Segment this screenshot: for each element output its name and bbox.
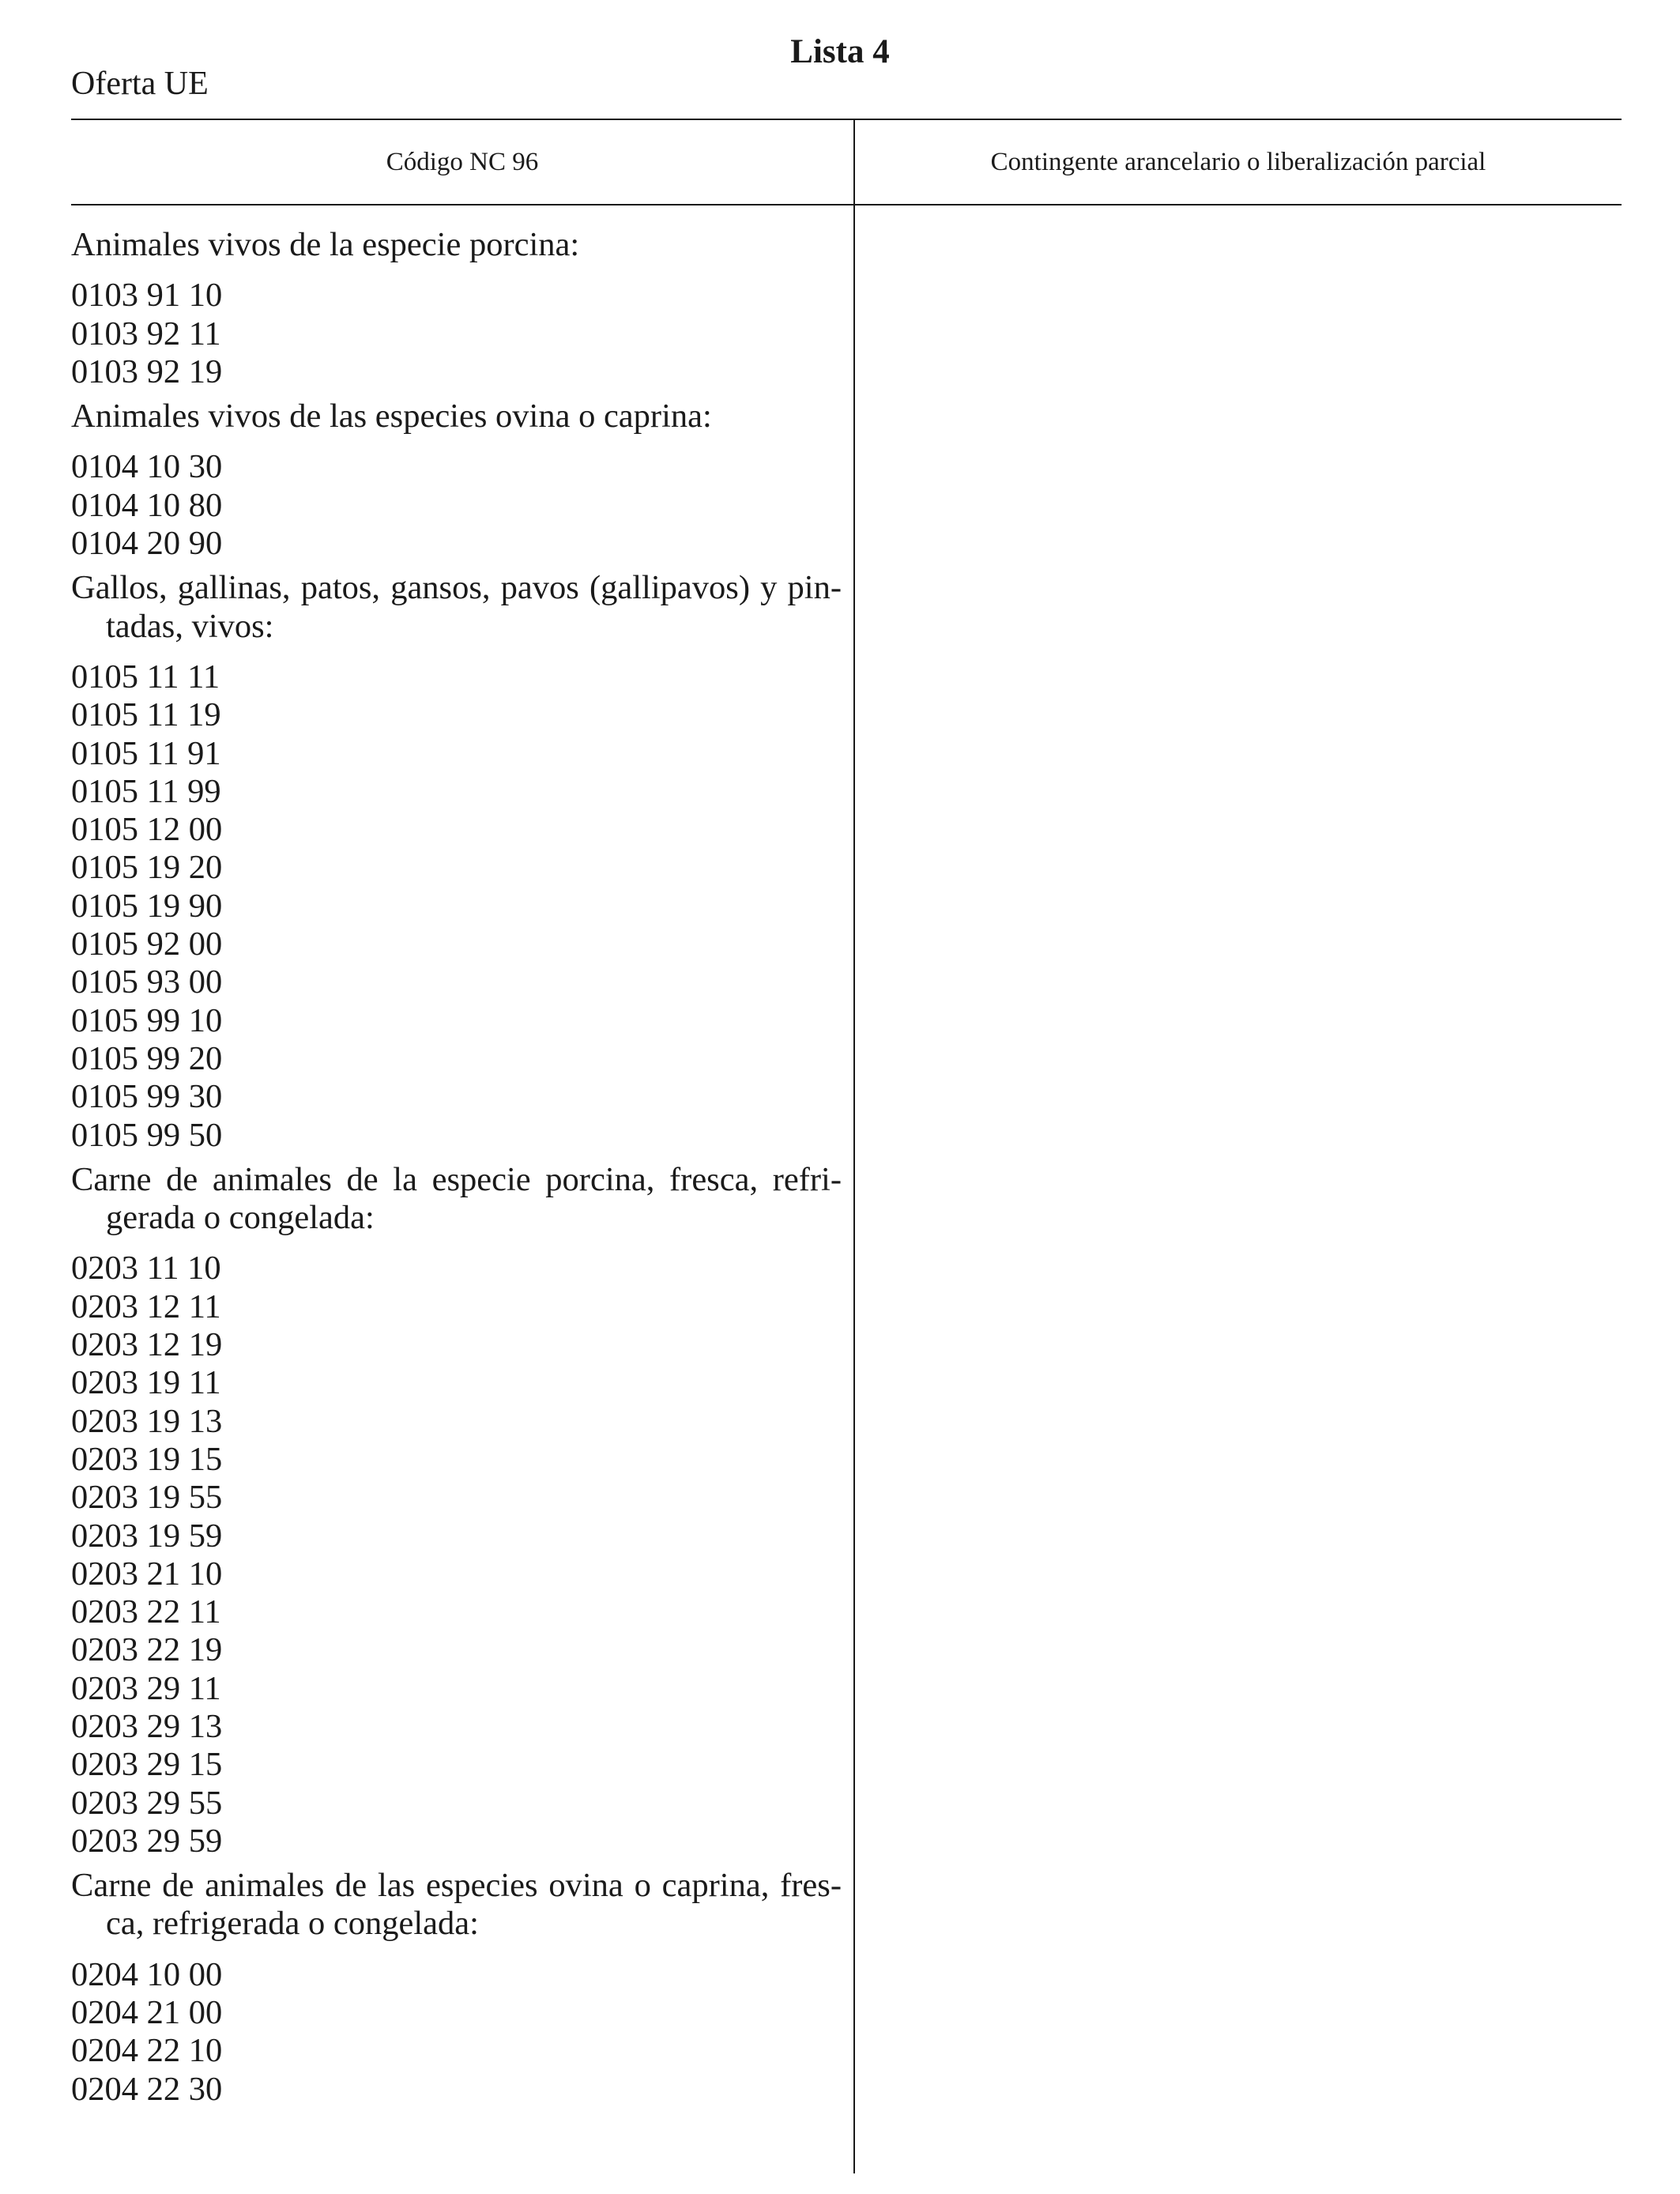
cn-code: 0203 29 13	[71, 1707, 223, 1745]
cn-code: 0105 11 91	[71, 734, 221, 772]
cn-code: 0204 10 00	[71, 1955, 223, 1993]
column-divider	[853, 119, 855, 2173]
cn-code: 0105 11 11	[71, 658, 220, 696]
cn-code: 0105 99 30	[71, 1078, 223, 1116]
cn-code: 0204 22 10	[71, 2032, 223, 2070]
product-group	[71, 1161, 842, 1860]
cn-code: 0103 92 11	[71, 315, 221, 352]
group-description: Animales vivos de la especie porcina:	[71, 226, 580, 263]
cn-code: 0104 10 80	[71, 486, 223, 524]
cn-code: 0105 11 99	[71, 772, 221, 810]
cn-code: 0105 99 20	[71, 1039, 223, 1077]
cn-code: 0203 19 59	[71, 1517, 223, 1555]
cn-code: 0103 91 10	[71, 277, 223, 315]
cn-code: 0203 19 11	[71, 1364, 221, 1402]
code-column	[71, 226, 842, 2109]
table-header-rule	[71, 204, 1622, 205]
product-group	[71, 569, 842, 1154]
product-group	[71, 398, 842, 563]
cn-code: 0203 29 15	[71, 1746, 223, 1784]
cn-code: 0105 99 10	[71, 1001, 223, 1039]
cn-code: 0203 29 59	[71, 1822, 223, 1860]
cn-code: 0203 22 19	[71, 1631, 223, 1669]
cn-code: 0203 11 10	[71, 1250, 221, 1287]
cn-code: 0105 19 20	[71, 849, 223, 887]
cn-code: 0105 12 00	[71, 811, 223, 849]
cn-code: 0204 22 30	[71, 2070, 223, 2108]
cn-code: 0203 12 11	[71, 1287, 221, 1325]
list-title: Lista 4	[790, 33, 890, 70]
cn-code: 0203 19 13	[71, 1402, 223, 1440]
cn-code: 0203 29 55	[71, 1784, 223, 1822]
group-description: Animales vivos de las especies ovina o caprina:	[71, 398, 712, 435]
cn-code: 0104 10 30	[71, 448, 223, 486]
cn-code: 0105 11 19	[71, 696, 221, 734]
cn-code: 0203 22 11	[71, 1593, 221, 1631]
column-header-code: Código NC 96	[386, 147, 539, 176]
cn-code: 0105 19 90	[71, 887, 223, 925]
cn-code: 0203 19 15	[71, 1440, 223, 1478]
cn-code: 0203 29 11	[71, 1669, 221, 1707]
group-description: Carne de animales de las especies ovina o caprina, fres-ca, refrigerada o congelada:	[71, 1867, 842, 1943]
product-group	[71, 1867, 842, 2109]
cn-code: 0104 20 90	[71, 525, 223, 563]
product-group	[71, 226, 842, 391]
offer-label: Oferta UE	[71, 66, 209, 102]
group-description: Carne de animales de la especie porcina, fresca, refri-gerada o congelada:	[71, 1160, 842, 1237]
cn-code: 0105 92 00	[71, 925, 223, 963]
group-description: Gallos, gallinas, patos, gansos, pavos (gallipavos) y pin-tadas, vivos:	[71, 569, 842, 645]
cn-code: 0203 21 10	[71, 1555, 223, 1593]
cn-code: 0105 93 00	[71, 963, 223, 1001]
cn-code: 0203 19 55	[71, 1479, 223, 1517]
cn-code: 0204 21 00	[71, 1994, 223, 2032]
column-header-quota: Contingente arancelario o liberalización parcial	[990, 147, 1486, 176]
cn-code: 0105 99 50	[71, 1116, 223, 1154]
cn-code: 0103 92 19	[71, 352, 223, 390]
cn-code: 0203 12 19	[71, 1326, 223, 1364]
